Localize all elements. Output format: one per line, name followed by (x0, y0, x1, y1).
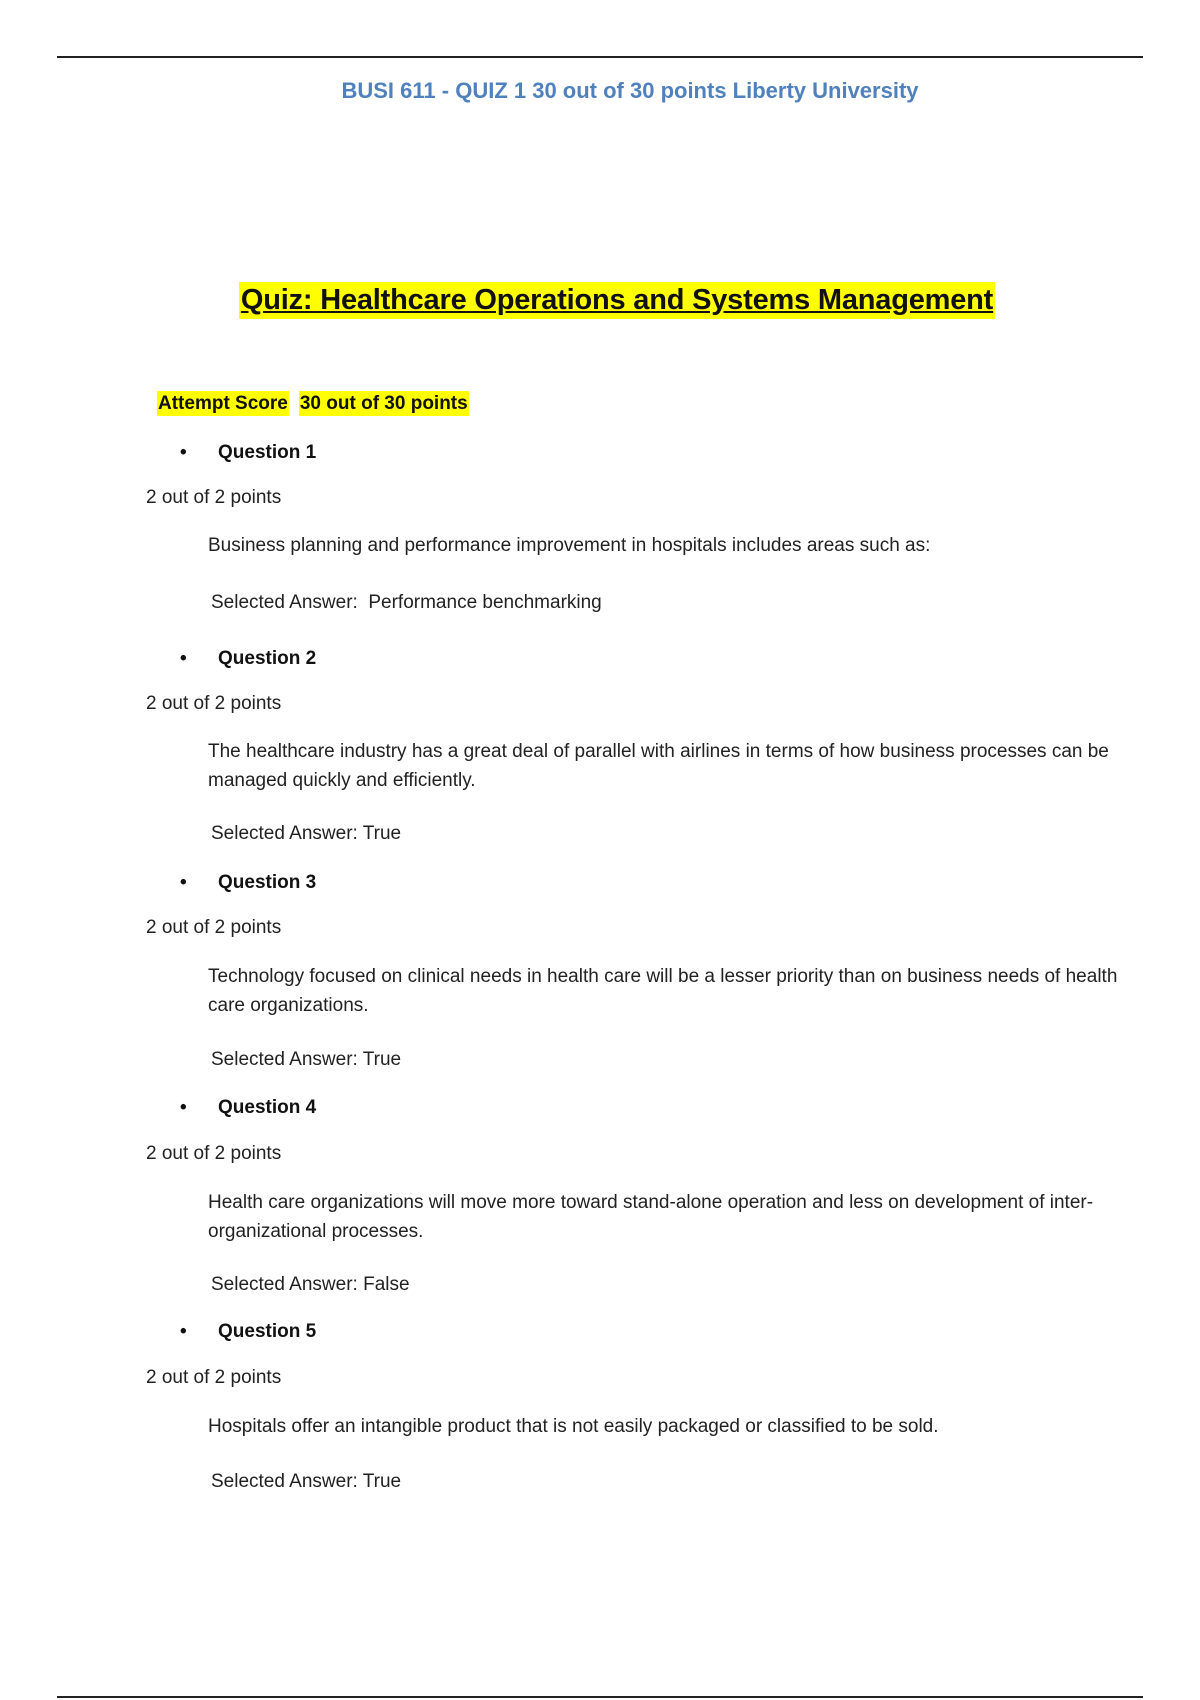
document-title-container (0, 282, 1200, 319)
question-heading: Question 1 (218, 442, 317, 463)
question-bullet: • (180, 648, 187, 669)
question-text: Hospitals offer an intangible product that is not easily packaged or classified to be sold. (208, 1416, 939, 1437)
attempt-score-label: Attempt Score (158, 393, 288, 414)
question-text: Health care organizations will move more toward stand-alone operation and less on development of inter-organizational processes. (208, 1192, 1094, 1242)
attempt-score-value: 30 out of 30 points (299, 393, 468, 414)
question-points: 2 out of 2 points (146, 693, 282, 714)
question-points: 2 out of 2 points (146, 917, 282, 938)
attempt-score-gap (289, 405, 299, 409)
question-text: The healthcare industry has a great deal of parallel with airlines in terms of how business processes can be managed quickly and efficiently. (208, 741, 1109, 791)
selected-answer: Selected Answer: True (211, 1471, 402, 1492)
question-heading: Question 5 (218, 1321, 317, 1342)
page-header-title: BUSI 611 - QUIZ 1 30 out of 30 points Liberty University (341, 78, 919, 103)
question-points: 2 out of 2 points (146, 487, 282, 508)
selected-answer: Selected Answer: True (211, 823, 402, 844)
header-rule (57, 56, 1143, 58)
question-text: Business planning and performance improvement in hospitals includes areas such as: (208, 535, 931, 556)
question-heading: Question 2 (218, 648, 317, 669)
question-bullet: • (180, 1321, 187, 1342)
document-title: Quiz: Healthcare Operations and Systems Management (239, 282, 995, 319)
question-bullet: • (180, 1097, 187, 1118)
attempt-score (157, 393, 469, 415)
question-text: Technology focused on clinical needs in health care will be a lesser priority than on business needs of health care organizations. (208, 966, 1118, 1016)
question-heading: Question 4 (218, 1097, 317, 1118)
question-bullet: • (180, 872, 187, 893)
footer-rule (57, 1696, 1143, 1698)
question-bullet: • (180, 442, 187, 463)
selected-answer: Selected Answer: False (211, 1274, 410, 1295)
selected-answer: Selected Answer: Performance benchmarking (211, 592, 602, 613)
question-points: 2 out of 2 points (146, 1367, 282, 1388)
question-heading: Question 3 (218, 872, 317, 893)
question-points: 2 out of 2 points (146, 1143, 282, 1164)
selected-answer: Selected Answer: True (211, 1049, 402, 1070)
